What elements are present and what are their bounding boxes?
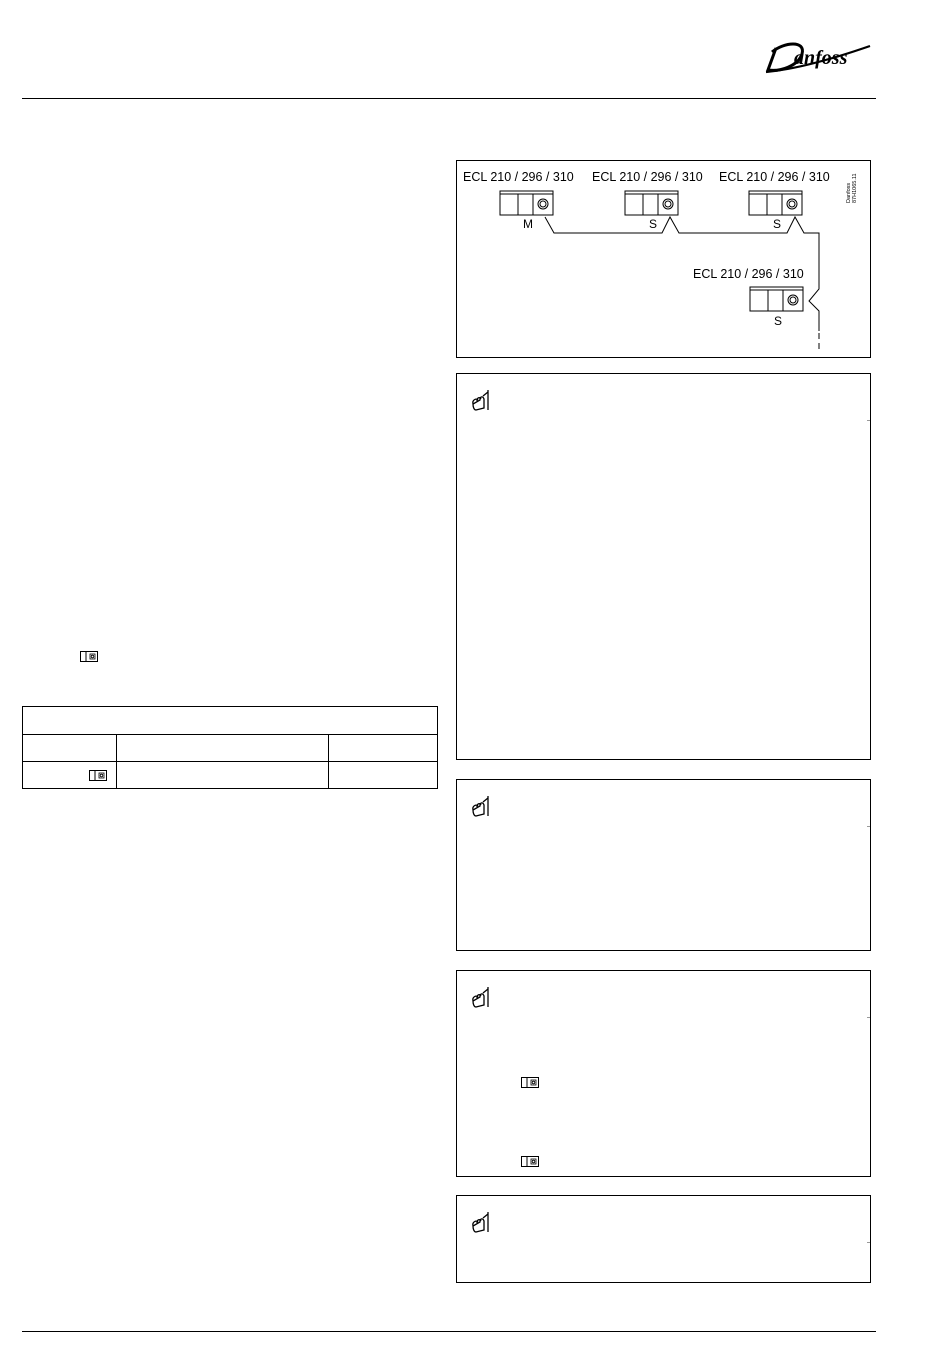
note-box-2: [456, 779, 871, 951]
drawing-code: Danfoss 87H1065.11: [846, 173, 858, 203]
controller-label-1: ECL 210 / 296 / 310: [463, 170, 574, 184]
table-header-cell: [23, 707, 438, 735]
settings-table: [22, 706, 438, 789]
slave-role-1: S: [649, 217, 658, 231]
master-role: M: [523, 217, 533, 231]
note-box-1: [456, 373, 871, 760]
slave-role-2: S: [773, 217, 782, 231]
note-box-4: [456, 1195, 871, 1283]
header-rule: [22, 98, 876, 99]
table-cell: [23, 762, 117, 789]
controller-key-icon: [89, 770, 107, 781]
table-cell: [329, 762, 438, 789]
controller-key-icon: [80, 651, 98, 662]
controller-key-icon: [521, 1077, 539, 1088]
controller-label-2: ECL 210 / 296 / 310: [592, 170, 703, 184]
table-row: [23, 762, 438, 789]
controller-label-3: ECL 210 / 296 / 310: [719, 170, 830, 184]
footer-rule: [22, 1331, 876, 1332]
controller-label-4: ECL 210 / 296 / 310: [693, 267, 804, 281]
table-cell: [329, 735, 438, 762]
pointing-hand-icon: [469, 794, 491, 820]
diagram-drawing: [457, 161, 872, 359]
controller-key-icon: [521, 1156, 539, 1167]
svg-text:anfoss: anfoss: [794, 47, 848, 69]
table-cell: [117, 762, 329, 789]
note-box-3: [456, 970, 871, 1177]
network-diagram: [456, 160, 871, 358]
table-cell: [117, 735, 329, 762]
pointing-hand-icon: [469, 388, 491, 414]
table-cell: [23, 735, 117, 762]
pointing-hand-icon: [469, 985, 491, 1011]
table-subheader-row: [23, 735, 438, 762]
danfoss-logo: [758, 34, 878, 80]
table-header-row: [23, 707, 438, 735]
slave-role-3: S: [774, 314, 783, 328]
pointing-hand-icon: [469, 1210, 491, 1236]
